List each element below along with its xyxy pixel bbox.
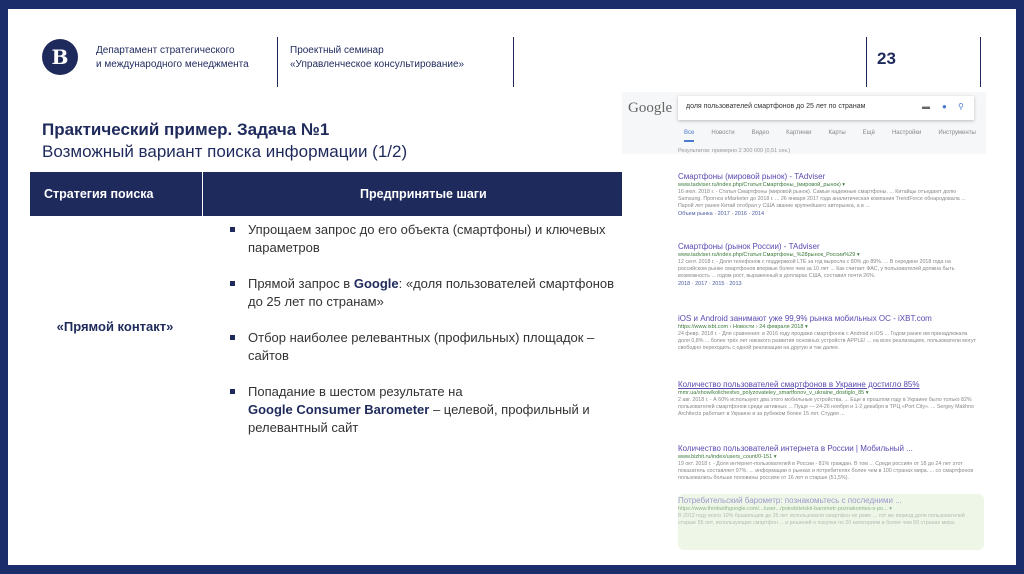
step-text: Отбор наиболее релевантных (профильных) площадок – сайтов [248, 330, 595, 363]
department-line1: Департамент стратегического [96, 45, 235, 56]
result-sitelinks[interactable]: 2018 · 2017 · 2015 · 2013 [678, 280, 742, 287]
step-item [230, 329, 630, 365]
result-title[interactable]: iOS и Android занимают уже 99,9% рынка мобильных ОС - iXBT.com [678, 314, 932, 323]
result-title[interactable]: Количество пользователей смартфонов в Украине достигло 85% [678, 380, 920, 389]
search-result [678, 314, 978, 353]
result-snippet: 19 окт. 2018 г. - Доля интернет-пользователей в России - 81% граждан. В том ... Среди россиян от 18 до 24 лет этот показатель составляет 97%. ... информации о рынках и потребителях более чем в 100 странах мира. ... со смартфонов пользовались больше половины россиян от 16 лет и старше (51,5%). [678, 461, 974, 482]
step-text-bold: Google [353, 276, 399, 291]
google-header [622, 92, 986, 154]
result-snippet: 12 сент. 2018 г. - Доля телефонов с поддержкой LTE за год выросла с 80% до 89%. ... В середине 2018 года на российском рынке смартфонов впервые более чем за 10 лет ... Как считает ФАС, у пользователей должна быть возможность ... годом рост, выраженный в долларах США, составил почти 26%. [678, 259, 955, 280]
slide [8, 9, 1016, 565]
step-item [230, 383, 630, 437]
result-url[interactable]: https://www.ixbt.com › Новости › 24 февраля 2018 ▾ [678, 324, 808, 330]
tab-settings[interactable]: Настройки [891, 130, 922, 136]
result-title[interactable]: Потребительский барометр: познакомьтесь с последними ... [678, 496, 902, 505]
step-text [248, 275, 630, 311]
seminar-name [290, 44, 464, 72]
divider [980, 37, 981, 87]
step-text: Упрощаем запрос до его объекта (смартфоны) и ключевых параметров [248, 222, 606, 255]
department-line2: и международного менеджмента [96, 59, 249, 70]
divider [866, 37, 867, 87]
keyboard-icon: ▬ [922, 102, 930, 111]
seminar-line1: Проектный семинар [290, 45, 384, 56]
column-header-strategy: Стратегия поиска [44, 187, 154, 201]
divider [277, 37, 278, 87]
tab-tools[interactable]: Инструменты [938, 130, 976, 136]
step-text-part: Прямой запрос в [248, 276, 354, 291]
result-title[interactable]: Смартфоны (мировой рынок) - TAdviser [678, 172, 826, 181]
bullet-icon [230, 227, 235, 232]
google-tabs [684, 130, 976, 142]
search-result [678, 172, 978, 217]
search-query: доля пользователей смартфонов до 25 лет по странам [686, 103, 866, 110]
step-text-bold: Google Consumer Barometer [248, 402, 430, 417]
step-text [248, 383, 630, 437]
result-url[interactable]: www.tadviser.ru/index.php/Статья:Смартфоны_(мировой_рынок) ▾ [678, 182, 846, 188]
search-result [678, 380, 978, 419]
seminar-line2: «Управленческое консультирование» [290, 59, 465, 70]
result-count: Результатов: примерно 2 300 000 (0,51 сек.) [678, 148, 791, 154]
result-url[interactable]: www.tadviser.ru/index.php/Статья:Смартфоны_%28рынок_России%29 ▾ [678, 252, 860, 258]
tab-images[interactable]: Картинки [786, 130, 812, 136]
bullet-icon [230, 335, 235, 340]
result-title[interactable]: Смартфоны (рынок России) - TAdviser [678, 242, 820, 251]
slide-subtitle: Возможный вариант поиска информации (1/2) [42, 142, 408, 161]
google-logo: Google [628, 100, 673, 116]
column-header-steps: Предпринятые шаги [360, 187, 487, 201]
bullet-icon [230, 389, 235, 394]
bullet-icon [230, 281, 235, 286]
search-result [678, 496, 978, 527]
result-url[interactable]: mmr.ua/show/kolichestvo_polyzovateley_smartfonov_v_ukraine_dostiglo_85 ▾ [678, 390, 869, 396]
table-header [30, 172, 626, 216]
department-name [96, 44, 249, 72]
slide-number: 23 [877, 49, 896, 68]
google-search-screenshot [622, 92, 986, 556]
step-item [230, 221, 630, 257]
search-result [678, 242, 978, 287]
microphone-icon: ● [942, 102, 947, 111]
tab-all[interactable]: Все [684, 130, 694, 142]
step-item [230, 275, 630, 311]
result-url[interactable]: https://www.thinkwithgoogle.com/.../user.../potrebitelskii-barometr-poznakomtes-s-po... ▾ [678, 506, 892, 512]
slide-title: Практический пример. Задача №1 [42, 120, 330, 139]
result-title[interactable]: Количество пользователей интернета в России | Мобильный ... [678, 444, 913, 453]
divider [513, 37, 514, 87]
step-text-part: : «доля пользователей смартфонов до 25 лет по странам» [248, 276, 615, 309]
search-icon: ⚲ [958, 102, 964, 111]
tab-maps[interactable]: Карты [828, 130, 846, 136]
strategy-label: «Прямой контакт» [56, 319, 174, 334]
step-text-part: – целевой, профильный и релевантный сайт [248, 402, 590, 435]
search-result [678, 444, 978, 483]
hse-logo: В [42, 39, 78, 75]
tab-video[interactable]: Видео [751, 130, 770, 136]
column-separator [202, 172, 203, 216]
result-snippet: 2 авг. 2018 г. - А 60% используют два этого мобильные устройства. ... Еще в прошлом году в Украине было только 82% пользователей смартфонов среди активных ... Пуще — 24-26 ноября и 1-2 декабря в ТРЦ «Port City». ... Sergey Makhno Architects работает в Украине и за рубежом более 15 лет. Студия ... [678, 397, 974, 418]
tab-more[interactable]: Ещё [862, 130, 875, 136]
result-snippet: В 2012 году всего 10% бразильцев до 25 лет использовали смартфон не реже ... тот же период доля пользователей старше 55 лет, использующих смартфон ... и решений о покупке по 20 категориям в более чем 50 странах мира. [678, 513, 965, 527]
result-sitelinks[interactable]: Объем рынка · 2017 · 2016 · 2014 [678, 210, 765, 217]
step-text-part: Попадание в шестом результате на [248, 384, 463, 399]
tab-news[interactable]: Новости [711, 130, 735, 136]
google-search-box[interactable] [678, 96, 974, 120]
result-snippet: 24 февр. 2018 г. - Для сравнения: в 2016 году продажи смартфонов с Android и iOS ... Годом ранее им принадлежала доля 0,8% ... более трёх лет никакого развития основных устройств APPLE! ... на всех реализациях, пользователи могут свободно переходить с одной реализации на другую и так далее. [678, 331, 976, 352]
result-url[interactable]: www.bizhit.ru/index/users_count/0-151 ▾ [678, 454, 777, 460]
result-snippet: 16 июл. 2018 г. - Статья Смартфоны (мировой рынок). Самые надежные смартфоны. ... Китайцы отъедают долю Samsung. Прогноз eMarketer до 2018 г. ... 26 января 2017 года аналитическая компания TrendForce обнародовала ... Парой лет ранее Китай отобрал у США звание крупнейшего авторынка, а в ... [678, 189, 966, 210]
